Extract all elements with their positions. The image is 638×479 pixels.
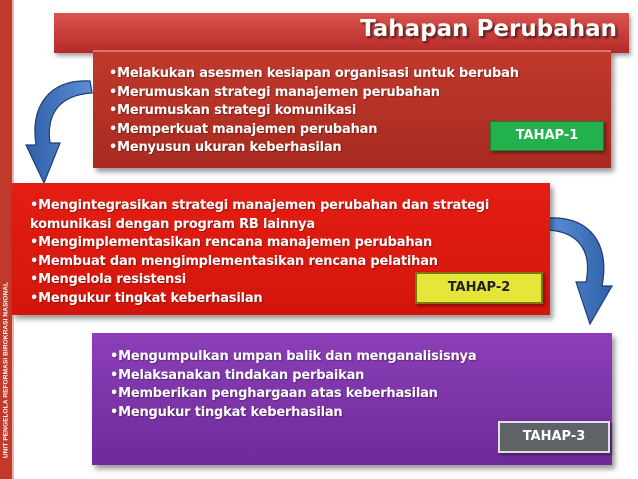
- curved-arrow-left-icon: [20, 75, 100, 190]
- list-item: •Mengukur tingkat keberhasilan: [110, 404, 343, 420]
- side-label-text: UNIT PENGELOLA REFORMASI BIROKRASI NASIONAL: [2, 281, 10, 459]
- page-title: Tahapan Perubahan: [360, 16, 617, 42]
- stage-3-list: [110, 348, 476, 422]
- stage-1-tag: TAHAP-1: [490, 121, 604, 151]
- stage-2-tag: TAHAP-2: [415, 272, 543, 304]
- list-item: •Memberikan penghargaan atas keberhasilan: [110, 386, 438, 401]
- list-item: •Mengukur tingkat keberhasilan: [30, 290, 263, 306]
- list-item: •Menyusun ukuran keberhasilan: [109, 140, 342, 155]
- list-item: •Mengimplementasikan rencana manajemen perubahan: [30, 235, 433, 250]
- list-item: •Mengumpulkan umpan balik dan menganalisisnya: [110, 349, 477, 364]
- stage-1-list: [109, 65, 519, 158]
- side-label: [0, 0, 12, 479]
- list-item: •Memperkuat manajemen perubahan: [109, 121, 378, 137]
- list-item: •Mengelola resistensi: [30, 272, 187, 287]
- list-item: •Melakukan asesmen kesiapan organisasi untuk berubah: [109, 66, 519, 81]
- curved-arrow-right-icon: [540, 210, 620, 330]
- list-item: •Melaksanakan tindakan perbaikan: [110, 367, 365, 383]
- title-banner: [54, 13, 629, 53]
- list-item: •Mengintegrasikan strategi manajemen perubahan dan strategi komunikasi dengan program RB lainnya: [30, 198, 490, 232]
- stage-3-tag: TAHAP-3: [498, 421, 610, 453]
- list-item: •Merumuskan strategi manajemen perubahan: [109, 84, 440, 100]
- list-item: •Merumuskan strategi komunikasi: [109, 103, 357, 118]
- list-item: •Membuat dan mengimplementasikan rencana pelatihan: [30, 253, 438, 269]
